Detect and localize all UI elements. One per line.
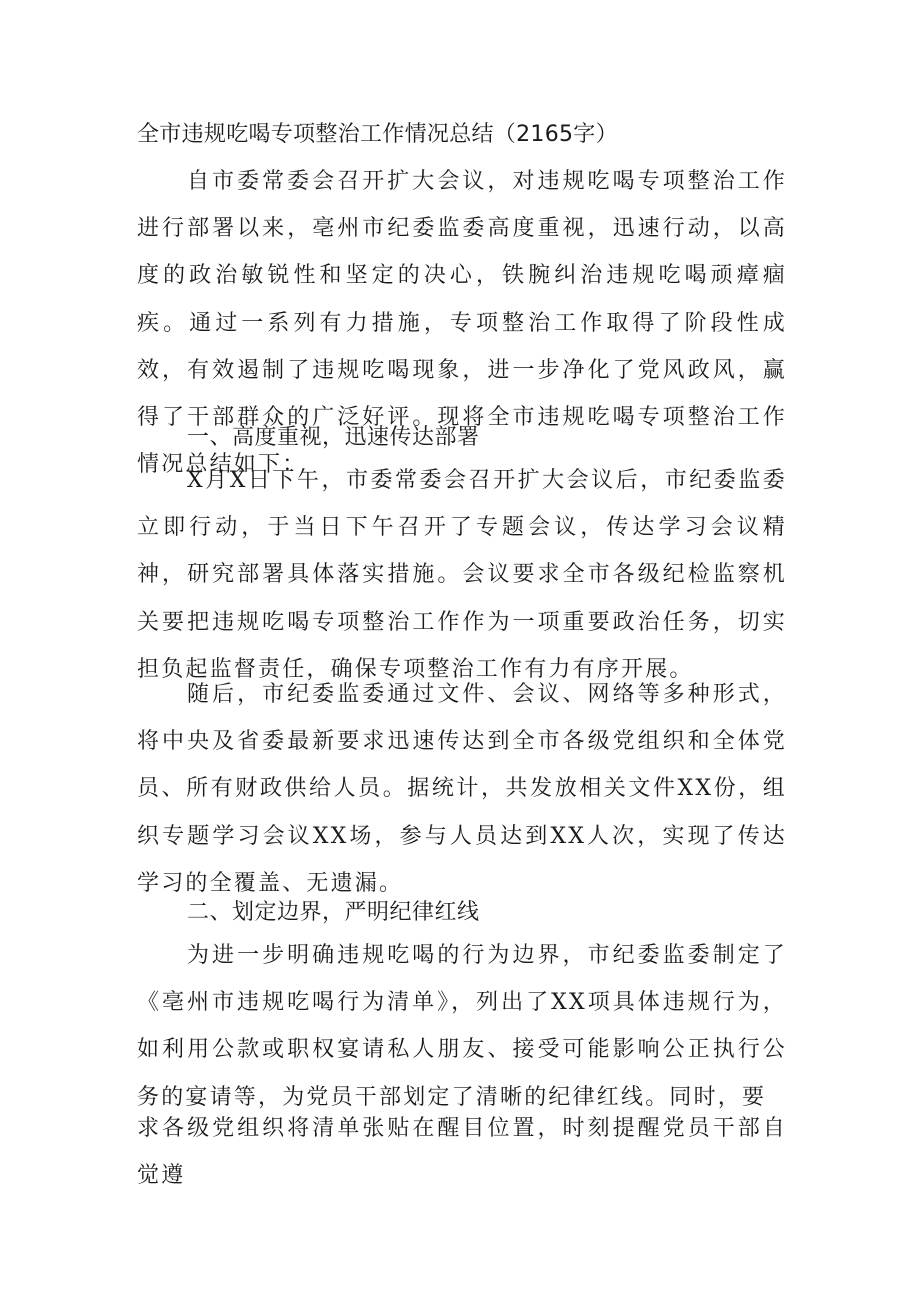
section-1-heading: 一、高度重视，迅速传达部署: [187, 425, 480, 450]
section-2-paragraph-2: 求各级党组织将清单张贴在醒目位置，时刻提醒党员干部自觉遵: [137, 1116, 787, 1189]
section-2-heading: 二、划定边界，严明纪律红线: [187, 900, 480, 925]
section-1-paragraph-2: 随后，市纪委监委通过文件、会议、网络等多种形式，将中央及省委最新要求迅速传达到全市各级党组织和全体党员、所有财政供给人员。据统计，共发放相关文件XX份，组织专题学习会议XX场，参与人员达到XX人次，实现了传达学习的全覆盖、无遗漏。: [137, 682, 787, 896]
section-2-paragraph-1: 为进一步明确违规吃喝的行为边界，市纪委监委制定了《亳州市违规吃喝行为清单》，列出了XX项具体违规行为，如利用公款或职权宴请私人朋友、接受可能影响公正执行公务的宴请等，为党员干部划定了清晰的纪律红线。同时，要: [137, 943, 787, 1110]
intro-paragraph: 自市委常委会召开扩大会议，对违规吃喝专项整治工作进行部署以来，亳州市纪委监委高度重视，迅速行动，以高度的政治敏锐性和坚定的决心，铁腕纠治违规吃喝顽瘴痼疾。通过一系列有力措施，专项整治工作取得了阶段性成效，有效遏制了违规吃喝现象，进一步净化了党风政风，赢得了干部群众的广泛好评。现将全市违规吃喝专项整治工作情况总结如下：: [137, 169, 787, 478]
document-title: 全市违规吃喝专项整治工作情况总结（2165字）: [137, 122, 618, 147]
section-1-paragraph-1: X月X日下午，市委常委会召开扩大会议后，市纪委监委立即行动，于当日下午召开了专题会议，传达学习会议精神，研究部署具体落实措施。会议要求全市各级纪检监察机关要把违规吃喝专项整治工作作为一项重要政治任务，切实担负起监督责任，确保专项整治工作有力有序开展。: [137, 468, 787, 682]
